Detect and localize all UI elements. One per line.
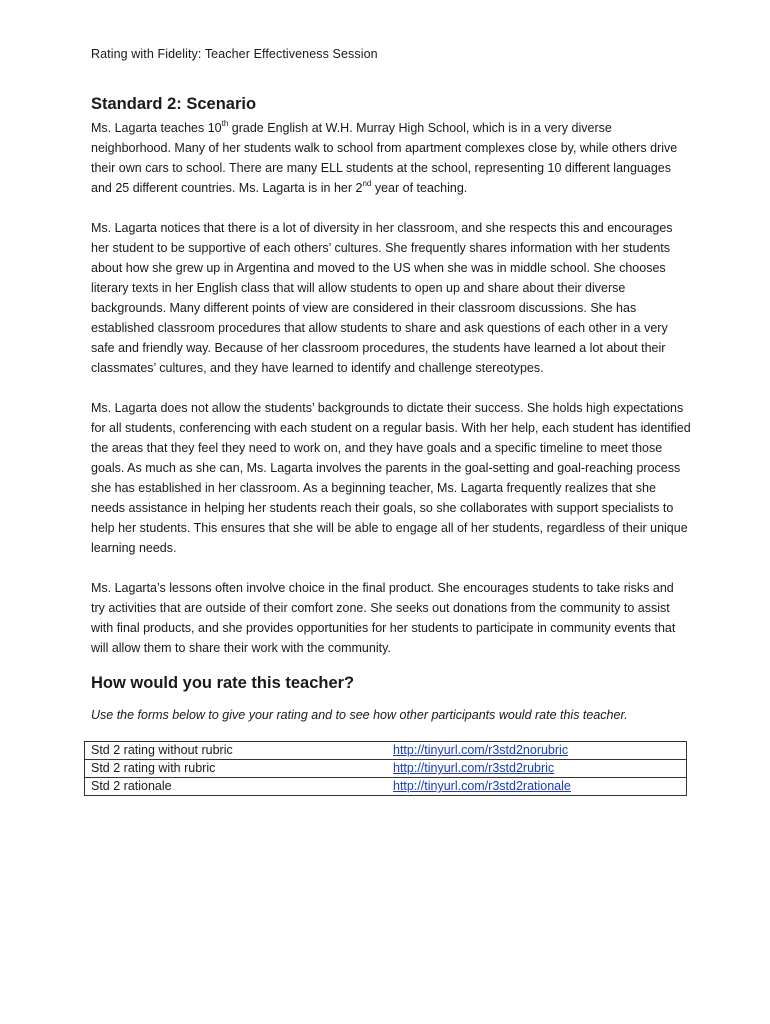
table-row bbox=[85, 760, 687, 778]
table-row bbox=[85, 778, 687, 796]
scenario-paragraph-3: Ms. Lagarta does not allow the students’ backgrounds to dictate their success. She holds high expectations for all students, conferencing with each student on a regular basis. With her help, each student has identified the areas that they feel they need to work on, and they have goals and a specific timeline to meet those goals. As much as she can, Ms. Lagarta involves the parents in the goal-setting and goal-reaching process she has established in her classroom. As a beginning teacher, Ms. Lagarta frequently realizes that she needs assistance in helping her students reach their goals, so she collaborates with support specialists to help her students. This ensures that she will be able to engage all of her students, regardless of their unique learning needs. bbox=[91, 401, 691, 555]
p1-sup-nd: nd bbox=[362, 179, 372, 188]
row-link-cell bbox=[393, 778, 687, 796]
scenario-title: Standard 2: Scenario bbox=[91, 95, 257, 113]
rating-links-table bbox=[84, 741, 687, 796]
rating-instruction: Use the forms below to give your rating and to see how other participants would rate this teacher. bbox=[91, 708, 628, 722]
scenario-paragraph-2: Ms. Lagarta notices that there is a lot of diversity in her classroom, and she respects this and encourages her student to be supportive of each others’ cultures. She frequently shares information with her students about how she grew up in Argentina and moved to the US when she was in middle school. She chooses literary texts in her English class that will allow students to open up and share about their diverse backgrounds. Many different points of view are considered in their classroom discussions. She has established classroom procedures that allow students to share and ask questions of each other in a very safe and friendly way. Because of her classroom procedures, the students have learned a lot about their classmates’ cultures, and they have learned to identify and challenge stereotypes. bbox=[91, 221, 673, 375]
table-row bbox=[85, 742, 687, 760]
row-label: Std 2 rating with rubric bbox=[85, 760, 394, 778]
rating-with-rubric-link[interactable]: http://tinyurl.com/r3std2rubric bbox=[393, 761, 555, 775]
p1-text-c: year of teaching. bbox=[371, 181, 468, 195]
rating-without-rubric-link[interactable]: http://tinyurl.com/r3std2norubric bbox=[393, 743, 569, 757]
scenario-paragraph-1 bbox=[91, 118, 691, 198]
p1-text-b: grade English at W.H. Murray High School, which is in a very diverse neighborhood. Many of her students walk to school from apartment complexes close by, while others drive their own cars to school. There are many ELL students at the school, representing 10 different languages and 25 different countries. Ms. Lagarta is in her 2 bbox=[91, 121, 678, 195]
rating-question: How would you rate this teacher? bbox=[91, 674, 355, 692]
rationale-link[interactable]: http://tinyurl.com/r3std2rationale bbox=[393, 779, 571, 793]
row-label: Std 2 rating without rubric bbox=[85, 742, 394, 760]
p1-text-a: Ms. Lagarta teaches 10 bbox=[91, 121, 222, 135]
scenario-paragraph-4: Ms. Lagarta’s lessons often involve choice in the final product. She encourages students to take risks and try activities that are outside of their comfort zone. She seeks out donations from the community to assist with final products, and she provides opportunities for her students to participate in community events that will allow them to share their work with the community. bbox=[91, 581, 676, 655]
p1-sup-th: th bbox=[221, 119, 229, 128]
row-link-cell bbox=[393, 760, 687, 778]
row-link-cell bbox=[393, 742, 687, 760]
page-header: Rating with Fidelity: Teacher Effectiveness Session bbox=[91, 47, 378, 61]
row-label: Std 2 rationale bbox=[85, 778, 394, 796]
